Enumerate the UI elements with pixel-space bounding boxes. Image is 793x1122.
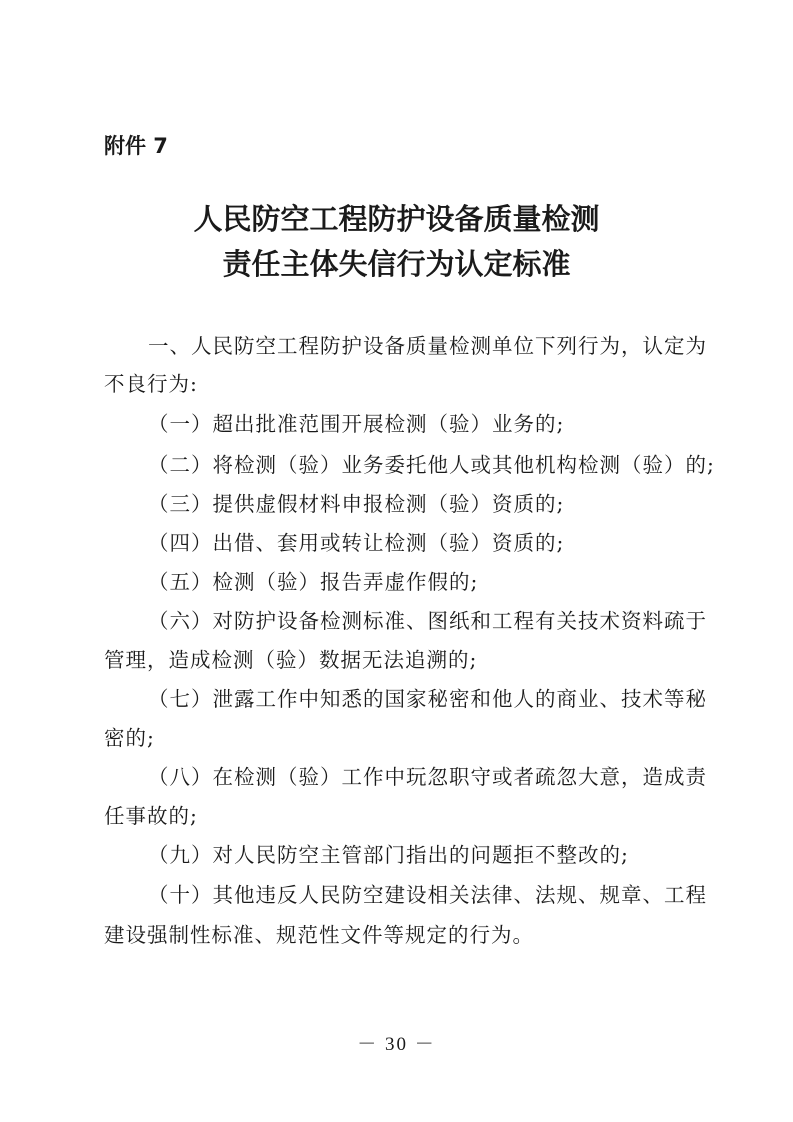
list-item-6-line-2: 管理，造成检测（验）数据无法追溯的;: [104, 648, 478, 672]
list-item-8-line-2: 任事故的;: [104, 804, 198, 828]
page-number: － 30 －: [357, 1034, 436, 1055]
list-item-7-line-2: 密的;: [104, 726, 155, 750]
list-item-2: （二）将检测（验）业务委托他人或其他机构检测（验）的;: [148, 453, 715, 477]
section-intro-line-2: 不良行为:: [104, 372, 198, 396]
document-title-line-2: 责任主体失信行为认定标准: [222, 247, 571, 281]
list-item-6-line-1: （六）对防护设备检测标准、图纸和工程有关技术资料疏于: [148, 609, 707, 633]
document-title-line-1: 人民防空工程防护设备质量检测: [193, 202, 600, 236]
list-item-10-line-2: 建设强制性标准、规范性文件等规定的行为。: [104, 923, 534, 947]
list-item-1: （一）超出批准范围开展检测（验）业务的;: [148, 412, 565, 436]
list-item-7-line-1: （七）泄露工作中知悉的国家秘密和他人的商业、技术等秘: [148, 687, 707, 711]
section-intro-line-1: 一、人民防空工程防护设备质量检测单位下列行为，认定为: [148, 334, 707, 358]
list-item-9: （九）对人民防空主管部门指出的问题拒不整改的;: [148, 843, 629, 867]
list-item-3: （三）提供虚假材料申报检测（验）资质的;: [148, 492, 565, 516]
list-item-10-line-1: （十）其他违反人民防空建设相关法律、法规、规章、工程: [148, 883, 707, 907]
list-item-8-line-1: （八）在检测（验）工作中玩忽职守或者疏忽大意，造成责: [148, 765, 707, 789]
list-item-4: （四）出借、套用或转让检测（验）资质的;: [148, 531, 565, 555]
attachment-label: 附件 7: [104, 134, 168, 158]
list-item-5: （五）检测（验）报告弄虚作假的;: [148, 570, 479, 594]
